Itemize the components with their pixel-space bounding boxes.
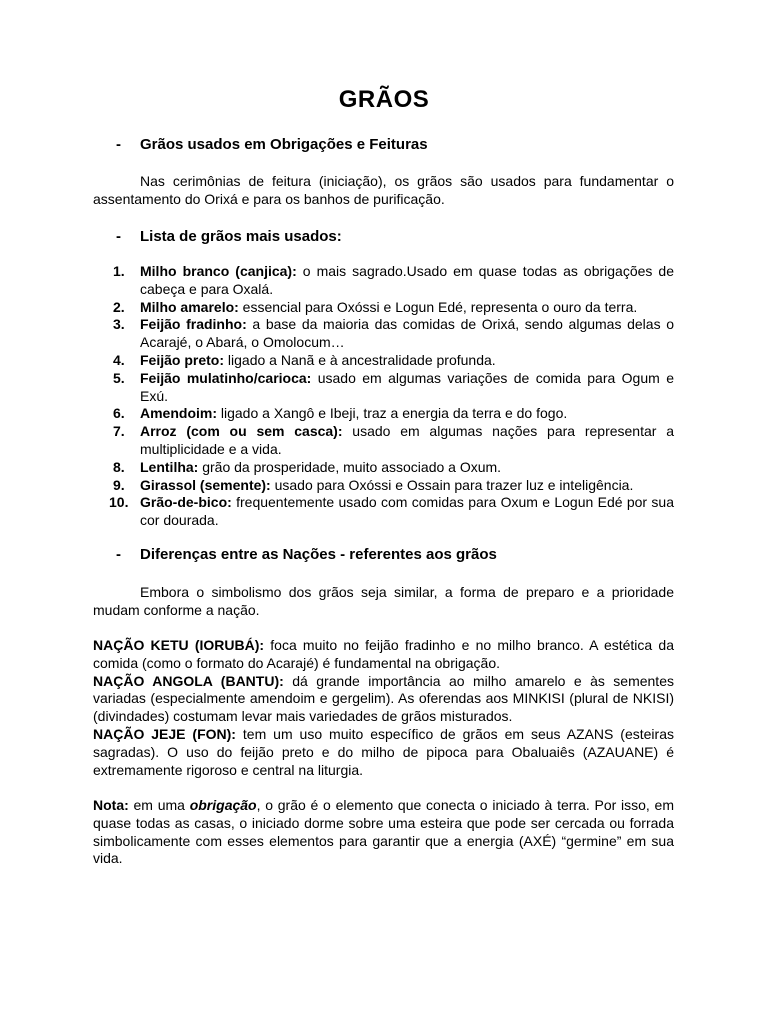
nations-intro-paragraph: Embora o simbolismo dos grãos seja similar, a forma de preparo e a prioridade mudam conforme a nação. <box>93 584 674 618</box>
nation-description: tem um uso muito específico de grãos em seus AZANS (esteiras sagradas). O uso do feijão preto e do milho de pipoca para Obaluaiês (AZAUANE) é extremamente rigoroso e central na liturgia. <box>93 725 674 778</box>
note-label: Nota: <box>93 797 129 813</box>
grain-term: Amendoim: <box>140 405 217 422</box>
grain-description: a base da maioria das comidas de Orixá, sendo algumas delas o Acarajé, o Abará, o Omolocum… <box>140 316 675 351</box>
grain-term: Milho amarelo: <box>140 298 239 315</box>
section-heading-text: Diferenças entre as Nações - referentes aos grãos <box>140 546 497 563</box>
intro-paragraph: Nas cerimônias de feitura (iniciação), os grãos são usados para fundamentar o assentamento do Orixá e para os banhos de purificação. <box>93 173 674 207</box>
list-item <box>93 423 674 459</box>
grain-description: ligado a Xangô e Ibeji, traz a energia da terra e do fogo. <box>217 405 568 422</box>
grain-description: grão da prosperidade, muito associado a Oxum. <box>198 458 502 475</box>
list-item <box>93 477 674 495</box>
list-item <box>93 370 674 406</box>
section-heading-lista <box>116 228 342 245</box>
grain-term: Girassol (semente): <box>140 476 271 493</box>
grain-description: o mais sagrado.Usado em quase todas as obrigações de cabeça e para Oxalá. <box>140 263 674 297</box>
bullet-dash: - <box>116 546 121 563</box>
list-item <box>93 352 674 370</box>
bullet-dash: - <box>116 228 121 245</box>
bullet-dash: - <box>116 136 121 153</box>
list-item <box>93 459 674 477</box>
grain-term: Milho branco (canjica): <box>140 263 297 279</box>
list-number: 2. <box>113 298 125 315</box>
list-number: 3. <box>113 316 125 333</box>
list-item <box>93 405 674 423</box>
list-number: 5. <box>113 369 125 386</box>
nation-term: NAÇÃO ANGOLA (BANTU): <box>93 672 284 689</box>
grain-term: Lentilha: <box>140 458 199 475</box>
grain-description: frequentemente usado com comidas para Oxum e Logun Edé por sua cor dourada. <box>140 494 674 529</box>
list-number: 1. <box>113 263 125 279</box>
note-emphasis: obrigação <box>189 797 257 813</box>
list-number: 9. <box>113 476 125 493</box>
grain-description: essencial para Oxóssi e Logun Edé, representa o ouro da terra. <box>238 298 638 315</box>
list-item <box>93 316 674 352</box>
list-number: 6. <box>113 405 125 422</box>
grain-list <box>93 263 674 530</box>
list-number: 7. <box>113 423 125 440</box>
grain-term: Feijão preto: <box>140 351 225 368</box>
grain-term: Feijão fradinho: <box>140 316 247 333</box>
grain-description: ligado a Nanã e à ancestralidade profunda. <box>224 351 496 368</box>
grain-term: Feijão mulatinho/carioca: <box>140 369 312 386</box>
note-paragraph <box>93 797 674 868</box>
grain-description: usado em algumas nações para representar a multiplicidade e a vida. <box>140 423 674 457</box>
nation-jeje <box>93 726 674 779</box>
note-text-before: em uma <box>128 797 190 813</box>
list-item <box>93 299 674 317</box>
nation-ketu <box>93 637 674 673</box>
list-item <box>93 494 674 530</box>
nation-angola <box>93 673 674 726</box>
nation-description: dá grande importância ao milho amarelo e às sementes variadas (especialmente amendoim e gergelim). As oferendas aos MINKISI (plural de NKISI)(divindades) costumam levar mais variedades de grãos misturados. <box>93 672 674 725</box>
list-number: 8. <box>113 458 125 475</box>
list-number: 4. <box>113 351 125 368</box>
list-item <box>93 263 674 299</box>
grain-description: usado em algumas variações de comida para Ogum e Exú. <box>140 369 674 404</box>
nation-term: NAÇÃO KETU (IORUBÁ): <box>93 637 265 653</box>
nation-description: foca muito no feijão fradinho e no milho branco. A estética da comida (como o formato do Acarajé) é fundamental na obrigação. <box>93 637 674 671</box>
section-heading-text: Grãos usados em Obrigações e Feituras <box>140 136 428 153</box>
grain-description: usado para Oxóssi e Ossain para trazer luz e inteligência. <box>270 476 634 493</box>
section-heading-text: Lista de grãos mais usados: <box>140 228 342 245</box>
grain-term: Grão-de-bico: <box>140 494 232 511</box>
nations-block <box>93 637 674 779</box>
nation-term: NAÇÃO JEJE (FON): <box>93 725 236 742</box>
section-heading-obrigacoes <box>116 136 428 153</box>
page-title: GRÃOS <box>338 86 430 113</box>
note-text-after: , o grão é o elemento que conecta o iniciado à terra. Por isso, em quase todas as casas, o iniciado dorme sobre uma esteira que pode ser cercada ou forrada simbolicamente com esses elementos para garantir que a energia (AXÉ) “germine” em sua vida. <box>93 797 675 867</box>
grain-term: Arroz (com ou sem casca): <box>140 423 343 440</box>
list-number: 10. <box>109 494 129 511</box>
section-heading-nacoes <box>116 546 497 563</box>
